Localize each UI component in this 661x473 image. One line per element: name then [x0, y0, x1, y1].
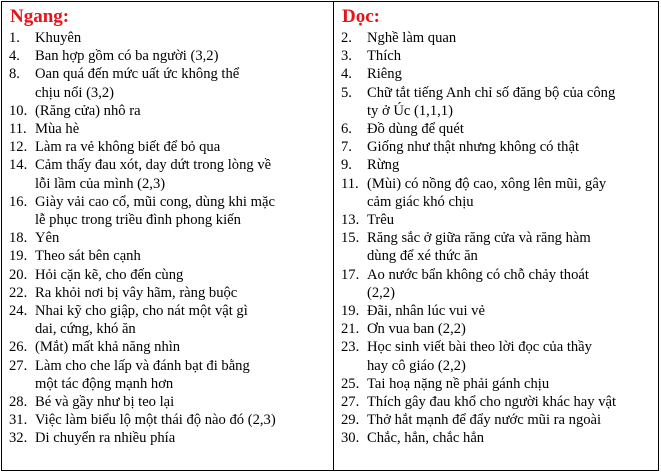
clue-number: 28.: [9, 394, 28, 411]
clue-number: 2.: [341, 30, 352, 46]
clue-item: [9, 284, 327, 302]
clue-text-line: chịu nổi (3,2): [35, 84, 115, 101]
clue-number: 13.: [341, 212, 360, 229]
clue-item: [9, 102, 327, 120]
clue-item: [9, 357, 327, 393]
clue-text-line: Cảm thấy đau xót, day dứt trong lòng về: [35, 157, 272, 174]
clue-item: [341, 175, 653, 211]
clue-number: 7.: [341, 139, 352, 156]
clue-text-line: Đồ dùng để quét: [367, 121, 464, 138]
clue-item: [341, 429, 653, 447]
clue-number: 15.: [341, 230, 360, 247]
clue-number: 19.: [341, 303, 360, 320]
clue-text-line: Theo sát bên cạnh: [35, 248, 141, 265]
clue-number: 5.: [341, 84, 352, 101]
clue-text-line: Làm cho che lấp và đánh bạt đi bằng: [35, 357, 250, 374]
clue-number: 27.: [341, 394, 360, 411]
clue-text-line: Ơn vua ban (2,2): [367, 321, 466, 338]
clue-text-line: Học sinh viết bài theo lời đọc của thầy: [367, 339, 592, 356]
clue-text-line: Răng sắc ở giữa răng cửa và răng hàm: [367, 230, 591, 247]
clue-text-line: Chữ tắt tiếng Anh chỉ số đăng bộ của công: [367, 84, 616, 101]
clue-item: [9, 156, 327, 192]
clue-item: [341, 320, 653, 338]
clue-text-line: Đãi, nhân lúc vui vẻ: [367, 303, 485, 320]
clue-item: [341, 65, 653, 83]
clue-text-line: Làm ra vẻ không biết để bỏ qua: [35, 139, 221, 156]
clue-item: [9, 393, 327, 411]
clue-text-line: Khuyên: [35, 30, 82, 46]
clue-item: [9, 266, 327, 284]
clue-item: [341, 120, 653, 138]
clue-item: [9, 65, 327, 101]
clue-text-line: Di chuyển ra nhiều phía: [35, 430, 176, 447]
clue-item: [341, 156, 653, 174]
clue-number: 4.: [341, 66, 352, 83]
clue-text-line: Giống như thật nhưng không có thật: [367, 139, 580, 156]
clue-text-line: Giày vải cao cổ, mũi cong, dùng khi mặc: [35, 193, 275, 210]
clue-number: 11.: [9, 121, 27, 138]
clue-number: 1.: [9, 30, 20, 46]
clue-item: [9, 229, 327, 247]
clue-item: [9, 138, 327, 156]
clue-text-line: Ao nước bẩn không có chỗ chảy thoát: [367, 266, 589, 283]
across-clue-list: [9, 29, 327, 448]
clue-item: [341, 266, 653, 302]
clue-number: 11.: [341, 175, 359, 192]
clue-text-line: Bé và gầy như bị teo lại: [35, 394, 175, 411]
clue-number: 21.: [341, 321, 360, 338]
clue-text-line: ty ở Úc (1,1,1): [367, 102, 453, 119]
clue-number: 16.: [9, 193, 28, 210]
clue-text-line: Ra khỏi nơi bị vây hãm, ràng buộc: [35, 284, 238, 301]
clue-text-line: Ban hợp gồm có ba người (3,2): [35, 48, 219, 65]
clue-number: 6.: [341, 121, 352, 138]
clue-item: [9, 29, 327, 47]
clue-text-line: Oan quá đến mức uất ức không thể: [35, 66, 240, 83]
clue-item: [341, 302, 653, 320]
clue-text-line: Việc làm biểu lộ một thái độ nào đó (2,3): [35, 412, 276, 429]
clue-text-line: (Răng cửa) nhô ra: [35, 102, 141, 119]
clue-text-line: Nghề làm quan: [367, 30, 457, 46]
clue-number: 25.: [341, 375, 360, 392]
clue-item: [341, 138, 653, 156]
clue-number: 14.: [9, 157, 28, 174]
clue-text-line: một tác động mạnh hơn: [35, 375, 174, 392]
clue-text-line: Thích gây đau khổ cho người khác hay vật: [367, 394, 617, 411]
clue-number: 24.: [9, 303, 28, 320]
clue-text-line: Hỏi cặn kẽ, cho đến cùng: [35, 266, 184, 283]
clue-number: 20.: [9, 266, 28, 283]
clue-number: 10.: [9, 102, 28, 119]
clue-text-line: Rừng: [367, 157, 400, 174]
clue-item: [341, 338, 653, 374]
clue-item: [341, 211, 653, 229]
clue-text-line: Tai hoạ nặng nề phải gánh chịu: [367, 375, 550, 392]
clue-number: 3.: [341, 48, 352, 65]
clue-number: 31.: [9, 412, 28, 429]
clue-number: 8.: [9, 66, 20, 83]
across-column: [9, 6, 327, 448]
clue-text-line: Riêng: [367, 66, 402, 83]
across-heading: Ngang:: [10, 6, 70, 27]
clue-item: [341, 393, 653, 411]
clue-number: 17.: [341, 266, 360, 283]
clue-item: [341, 411, 653, 429]
clue-text-line: dai, cứng, khó ăn: [35, 321, 136, 338]
down-heading: Dọc:: [342, 6, 380, 27]
clue-item: [9, 120, 327, 138]
clue-text-line: Yên: [35, 230, 60, 247]
clue-item: [341, 375, 653, 393]
clue-item: [341, 229, 653, 265]
clue-item: [9, 47, 327, 65]
down-clue-list: [341, 29, 653, 448]
clue-number: 19.: [9, 248, 28, 265]
clue-number: 12.: [9, 139, 28, 156]
crossword-clues-table: [1, 1, 659, 471]
clue-item: [9, 338, 327, 356]
clue-number: 29.: [341, 412, 360, 429]
clue-text-line: (Mùi) có nồng độ cao, xông lên mũi, gây: [367, 175, 607, 192]
column-divider: [333, 2, 334, 470]
clue-text-line: Trêu: [367, 212, 395, 229]
clue-number: 4.: [9, 48, 20, 65]
clue-item: [9, 302, 327, 338]
clue-text-line: Chắc, hẳn, chắc hẳn: [367, 430, 485, 447]
clue-number: 27.: [9, 357, 28, 374]
clue-number: 32.: [9, 430, 28, 447]
clue-text-line: (2,2): [367, 284, 395, 301]
clue-text-line: (Mắt) mất khả năng nhìn: [35, 339, 181, 356]
clue-item: [9, 429, 327, 447]
clue-item: [9, 411, 327, 429]
clue-number: 18.: [9, 230, 28, 247]
clue-text-line: lỗi lầm của mình (2,3): [35, 175, 166, 192]
clue-item: [9, 193, 327, 229]
clue-number: 23.: [341, 339, 360, 356]
clue-number: 30.: [341, 430, 360, 447]
clue-text-line: Thở hắt mạnh để đẩy nước mũi ra ngoài: [367, 412, 602, 429]
clue-text-line: cảm giác khó chịu: [367, 193, 474, 210]
clue-number: 9.: [341, 157, 352, 174]
clue-text-line: dùng để xé thức ăn: [367, 248, 478, 265]
clue-number: 26.: [9, 339, 28, 356]
clue-item: [341, 47, 653, 65]
clue-item: [341, 84, 653, 120]
clue-text-line: hay cô giáo (2,2): [367, 357, 466, 374]
clue-text-line: Mùa hè: [35, 121, 80, 138]
clue-text-line: Nhai kỹ cho giập, cho nát một vật gì: [35, 303, 248, 320]
down-column: [341, 6, 653, 448]
clue-number: 22.: [9, 284, 28, 301]
clue-text-line: Thích: [367, 48, 402, 65]
clue-item: [9, 247, 327, 265]
clue-item: [341, 29, 653, 47]
clue-text-line: lễ phục trong triều đình phong kiến: [35, 212, 241, 229]
